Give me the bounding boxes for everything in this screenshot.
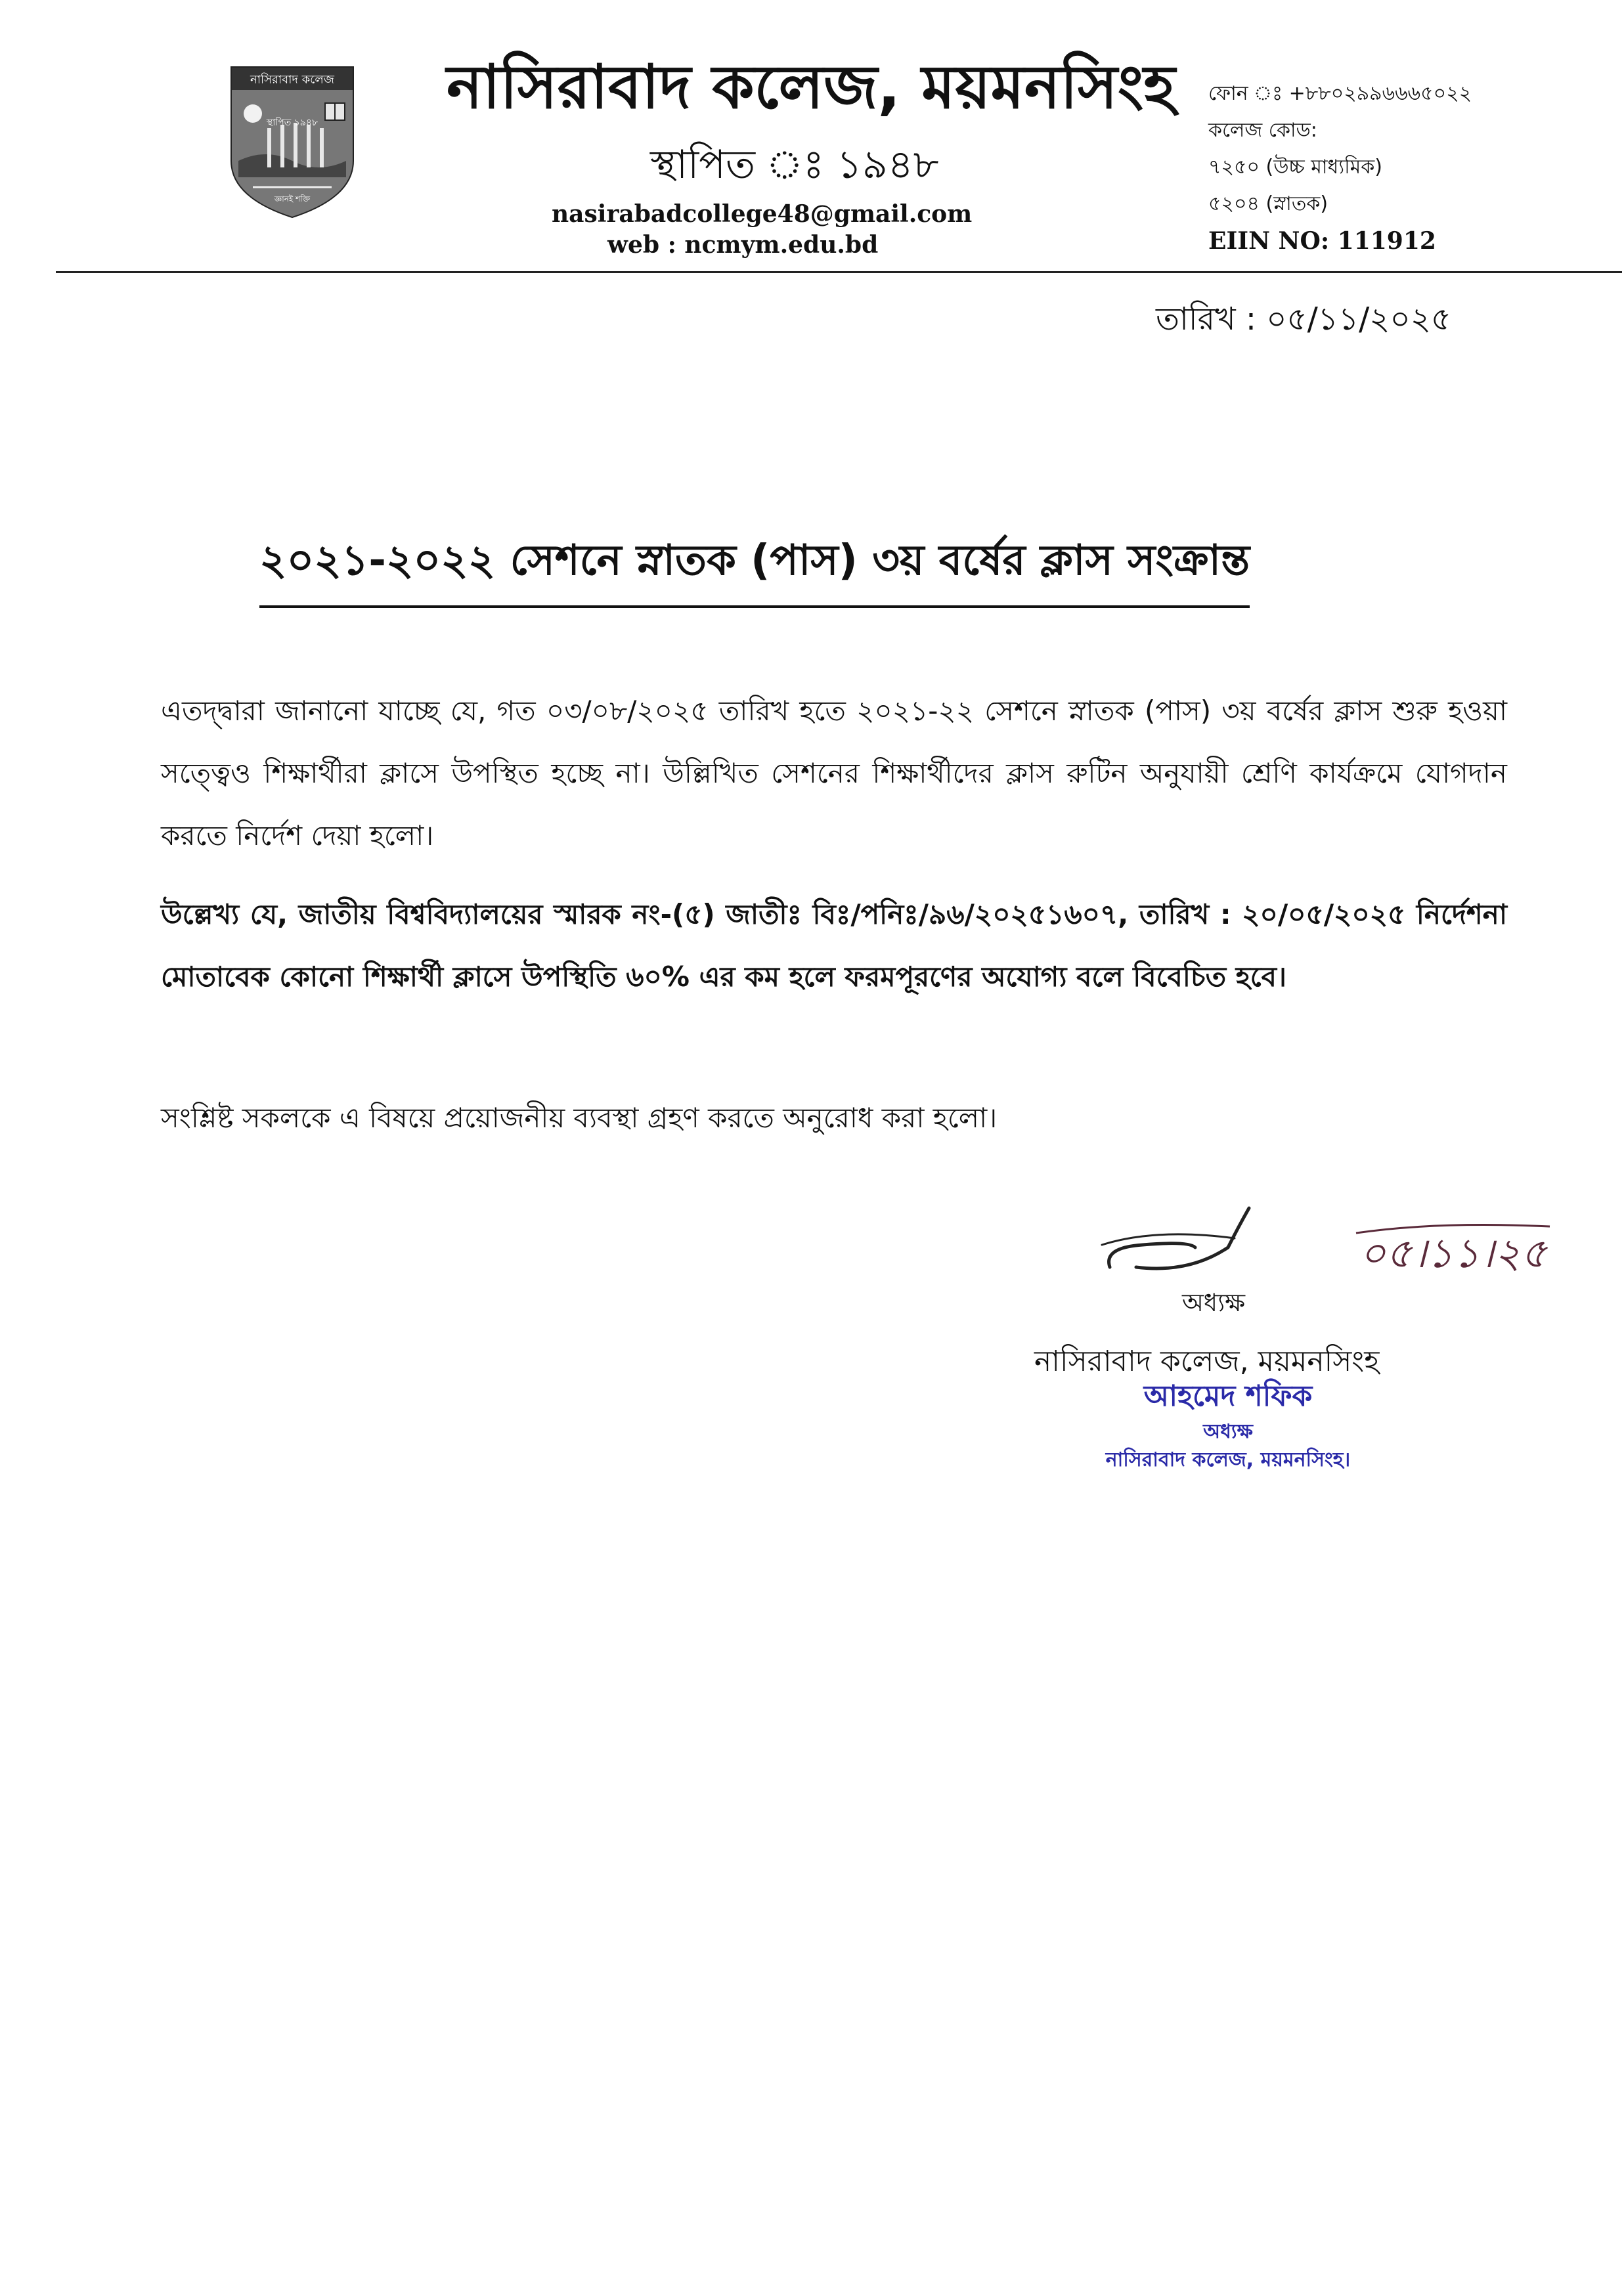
eiin-number: EIIN NO: 111912 xyxy=(1208,227,1436,255)
contact-block xyxy=(1208,76,1472,259)
college-code-label: কলেজ কোড: xyxy=(1208,119,1317,142)
notice-paragraph-2: উল্লেখ্য যে, জাতীয় বিশ্ববিদ্যালয়ের স্মারক নং-(৫) জাতীঃ বিঃ/পনিঃ/৯৬/২০২৫১৬০৭, তারিখ : ২০/০৫/২০২৫ নির্দেশনা মোতাবেক কোনো শিক্ষার্থী ক্লাসে উপস্থিতি ৬০% এর কম হলে ফরমপূরণের অযোগ্য বলে বিবেচিত হবে। xyxy=(161,898,1507,993)
college-email: nasirabadcollege48@gmail.com xyxy=(552,200,973,228)
signatory-title: অধ্যক্ষ xyxy=(1182,1288,1246,1317)
crest-motto-text: জ্ঞানই শক্তি xyxy=(274,194,311,204)
notice-paragraph-3: সংশ্লিষ্ট সকলকে এ বিষয়ে প্রয়োজনীয় ব্যবস্থা গ্রহণ করতে অনুরোধ করা হলো। xyxy=(161,1102,998,1134)
crest-name-text: নাসিরাবাদ কলেজ xyxy=(250,73,334,87)
seal-name: আহমেদ শফিক xyxy=(1143,1379,1313,1413)
notice-date: তারিখ : ০৫/১১/২০২৫ xyxy=(1156,301,1452,337)
notice-subject: ২০২১-২০২২ সেশনে স্নাতক (পাস) ৩য় বর্ষের ক্লাস সংক্রান্ত xyxy=(259,529,1250,608)
phone-number: ফোন ঃ +৮৮০২৯৯৬৬৬৫০২২ xyxy=(1208,82,1472,105)
header-divider xyxy=(56,271,1622,273)
college-website: web : ncmym.edu.bd xyxy=(607,231,879,259)
college-crest-icon xyxy=(227,62,358,220)
signature-date: ০৫।১১।২৫ xyxy=(1359,1229,1547,1277)
signatory-college: নাসিরাবাদ কলেজ, ময়মনসিংহ xyxy=(1034,1345,1380,1378)
handwritten-signature xyxy=(1097,1202,1583,1293)
principal-seal xyxy=(1057,1375,1399,1475)
seal-designation: অধ্যক্ষ xyxy=(1203,1419,1253,1443)
established-year: স্থাপিত ঃ ১৯৪৮ xyxy=(650,142,939,188)
college-code-degree: ৫২০৪ (স্নাতক) xyxy=(1208,192,1328,215)
college-name-heading: নাসিরাবাদ কলেজ, ময়মনসিংহ xyxy=(447,52,1175,122)
notice-paragraph-1: এতদ্দ্বারা জানানো যাচ্ছে যে, গত ০৩/০৮/২০২৫ তারিখ হতে ২০২১-২২ সেশনে স্নাতক (পাস) ৩য় বর্ষের ক্লাস শুরু হওয়া সত্ত্বেও শিক্ষার্থীরা ক্লাসে উপস্থিত হচ্ছে না। উল্লিখিত সেশনের শিক্ষার্থীদের ক্লাস রুটিন অনুযায়ী শ্রেণি কার্যক্রমে যোগদান করতে নির্দেশ দেয়া হলো। xyxy=(161,695,1507,852)
college-code-hsc: ৭২৫০ (উচ্চ মাধ্যমিক) xyxy=(1208,156,1383,179)
crest-year-text: স্থাপিত ১৯৪৮ xyxy=(266,118,318,128)
seal-college: নাসিরাবাদ কলেজ, ময়মনসিংহ। xyxy=(1105,1448,1351,1472)
